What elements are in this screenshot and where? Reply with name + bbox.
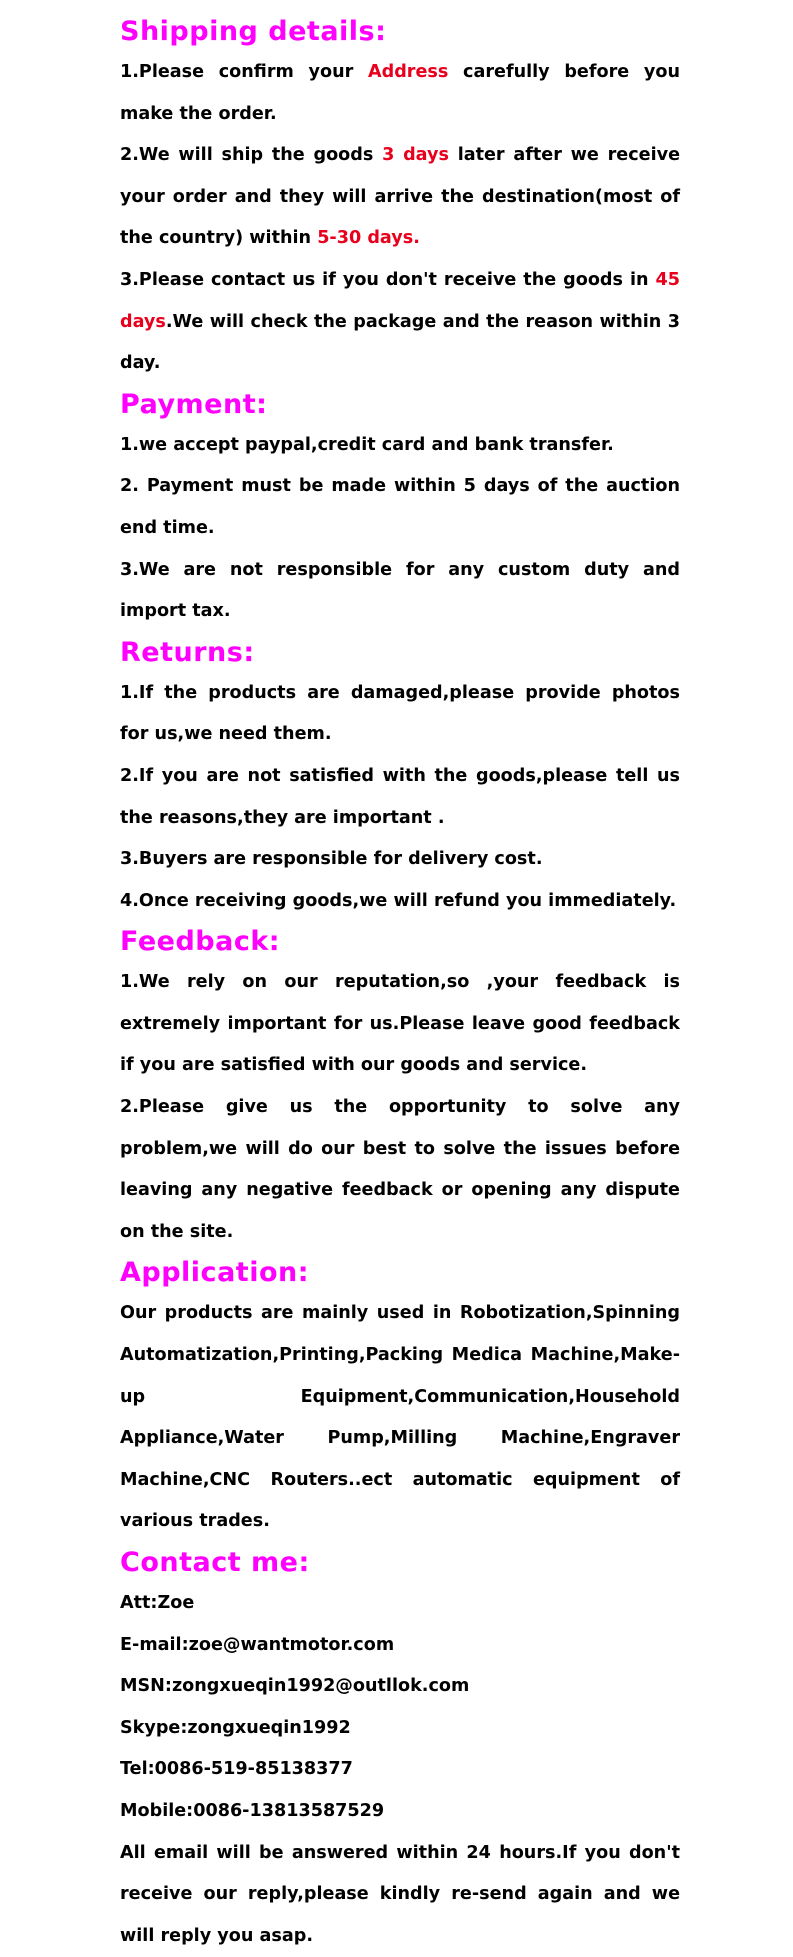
- returns-item-3: 3.Buyers are responsible for delivery cost.: [120, 849, 543, 870]
- contact-mobile: Mobile:0086-13813587529: [120, 1800, 385, 1821]
- returns-heading: Returns:: [120, 636, 255, 668]
- shipping-section: [120, 12, 680, 385]
- contact-section: [120, 1543, 680, 1957]
- shipping-item-2-after: .: [413, 228, 420, 249]
- contact-att: Att:Zoe: [120, 1593, 195, 1613]
- feedback-section: [120, 922, 680, 1253]
- returns-item-4: 4.Once receiving goods,we will refund you immediately.: [120, 890, 677, 911]
- shipping-heading: Shipping details:: [120, 16, 387, 47]
- application-text: Our products are mainly used in Robotization,Spinning Automatization,Printing,Packing Medica Machine,Make-up Equipment,Communication,Household Appliance,Water Pump,Milling Machine,Engraver Machine,CNC Routers..ect automatic equipment of various trades.: [120, 1303, 680, 1532]
- payment-item-1: 1.we accept paypal,credit card and bank transfer.: [120, 434, 614, 455]
- payment-item-3: 3.We are not responsible for any custom duty and import tax.: [120, 559, 680, 622]
- returns-section: [120, 633, 680, 923]
- shipping-item-2-middle: later after we receive your order and they will arrive the destination(most of the country) within: [120, 145, 681, 249]
- application-section: [120, 1253, 680, 1543]
- contact-heading: Contact me:: [120, 1547, 310, 1578]
- arrival-days-highlight: 5-30 days: [317, 228, 414, 249]
- feedback-item-1: 1.We rely on our reputation,so ,your feedback is extremely important for us.Please leave good feedback if you are satisfied with our goods and service.: [120, 972, 680, 1076]
- shipping-item-1: [120, 52, 680, 135]
- policy-document: [120, 12, 680, 1957]
- contact-days-highlight: 45 days: [120, 269, 680, 332]
- payment-section: [120, 385, 680, 633]
- shipping-item-1-text-after: carefully before you make the order.: [120, 62, 680, 124]
- payment-heading: Payment:: [120, 388, 268, 420]
- contact-note: All email will be answered within 24 hours.If you don't receive our reply,please kindly re-send again and we will reply you asap.: [120, 1842, 680, 1946]
- shipping-item-3-after: .We will check the package and the reason within 3 day.: [120, 311, 680, 374]
- contact-email: E-mail:zoe@wantmotor.com: [120, 1634, 395, 1655]
- application-heading: Application:: [120, 1257, 310, 1289]
- shipping-item-3: [120, 260, 680, 385]
- feedback-heading: Feedback:: [120, 926, 281, 958]
- feedback-item-2: 2.Please give us the opportunity to solve any problem,we will do our best to solve the issues before leaving any negative feedback or opening any dispute on the site.: [120, 1097, 680, 1242]
- contact-tel: Tel:0086-519-85138377: [120, 1759, 353, 1780]
- address-highlight: Address: [367, 62, 449, 82]
- shipping-item-2: [120, 135, 680, 260]
- ship-days-highlight: 3 days: [382, 145, 449, 166]
- contact-skype: Skype:zongxueqin1992: [120, 1717, 351, 1738]
- returns-item-2: 2.If you are not satisfied with the goods,please tell us the reasons,they are important .: [120, 765, 680, 828]
- shipping-item-1-text: 1.Please confirm your: [120, 62, 368, 82]
- payment-item-2: 2. Payment must be made within 5 days of the auction end time.: [120, 476, 680, 538]
- shipping-item-2-text: 2.We will ship the goods: [120, 145, 383, 166]
- returns-item-1: 1.If the products are damaged,please provide photos for us,we need them.: [120, 682, 680, 745]
- contact-msn: MSN:zongxueqin1992@outllok.com: [120, 1676, 470, 1697]
- shipping-item-3-text: 3.Please contact us if you don't receive the goods in: [120, 269, 656, 290]
